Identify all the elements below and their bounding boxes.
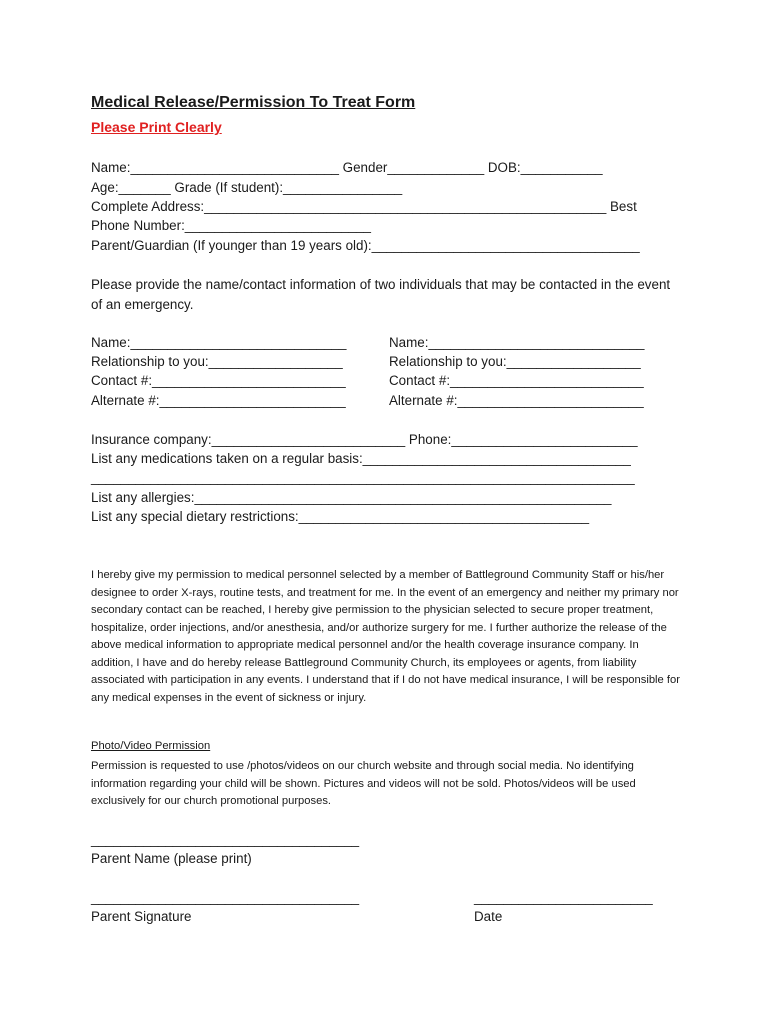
- parent-signature-label: Parent Signature: [91, 909, 192, 924]
- emergency-contact-2-relationship[interactable]: Relationship to you:__________________: [389, 354, 641, 369]
- form-title: Medical Release/Permission To Treat Form: [91, 94, 416, 111]
- parent-signature-line[interactable]: ____________________________________: [91, 890, 360, 905]
- emergency-contact-2-name[interactable]: Name:_____________________________: [389, 335, 645, 350]
- emergency-intro: Please provide the name/contact information of two individuals that may be contacted in the event of an emergency.: [91, 277, 671, 312]
- date-line[interactable]: ________________________: [474, 890, 653, 905]
- emergency-contact-1-alternate[interactable]: Alternate #:_________________________: [91, 393, 346, 408]
- emergency-contact-1-name[interactable]: Name:_____________________________: [91, 335, 347, 350]
- age-grade-field[interactable]: Age:_______ Grade (If student):________________: [91, 180, 403, 195]
- emergency-contact-1-phone[interactable]: Contact #:__________________________: [91, 373, 346, 388]
- form-subtitle: Please Print Clearly: [91, 119, 222, 135]
- address-field[interactable]: Complete Address:______________________________________________________ Best: [91, 199, 637, 214]
- medications-continuation-field[interactable]: _________________________________________________________________________: [91, 470, 635, 485]
- parent-name-line[interactable]: ____________________________________: [91, 832, 360, 847]
- date-label: Date: [474, 909, 503, 924]
- emergency-contact-1-relationship[interactable]: Relationship to you:__________________: [91, 354, 343, 369]
- emergency-contact-2-phone[interactable]: Contact #:__________________________: [389, 373, 644, 388]
- parent-guardian-field[interactable]: Parent/Guardian (If younger than 19 years old):____________________________________: [91, 238, 640, 253]
- photo-permission-heading: Photo/Video Permission: [91, 740, 211, 752]
- emergency-contact-2-alternate[interactable]: Alternate #:_________________________: [389, 393, 644, 408]
- photo-permission-text: Permission is requested to use /photos/videos on our church website and through social media. No identifying information regarding your child will be shown. Pictures and videos will not be sold. Photos/videos will be used exclusively for our church promotional purposes.: [91, 760, 636, 807]
- parent-name-label: Parent Name (please print): [91, 851, 252, 866]
- medications-field[interactable]: List any medications taken on a regular basis:____________________________________: [91, 451, 631, 466]
- allergies-field[interactable]: List any allergies:________________________________________________________: [91, 490, 612, 505]
- insurance-field[interactable]: Insurance company:__________________________ Phone:_________________________: [91, 432, 638, 447]
- name-gender-dob-field[interactable]: Name:____________________________ Gender_____________ DOB:___________: [91, 160, 603, 175]
- dietary-restrictions-field[interactable]: List any special dietary restrictions:_______________________________________: [91, 509, 590, 524]
- release-statement: I hereby give my permission to medical personnel selected by a member of Battleground Community Staff or his/her designee to order X-rays, routine tests, and treatment for me. In the event of an emergency and neither my primary nor secondary contact can be reached, I hereby give permission to the physician selected to secure proper treatment, hospitalize, order injections, and/or anesthesia, and/or authorize surgery for me. I further authorize the release of the above medical information to appropriate medical personnel and/or the health coverage insurance company. In addition, I have and do hereby release Battleground Community Church, its employees or agents, from liability associated with participation in any events. I understand that if I do not have medical insurance, I will be responsible for any medical expenses in the event of sickness or injury.: [91, 569, 680, 704]
- phone-field[interactable]: Phone Number:_________________________: [91, 218, 371, 233]
